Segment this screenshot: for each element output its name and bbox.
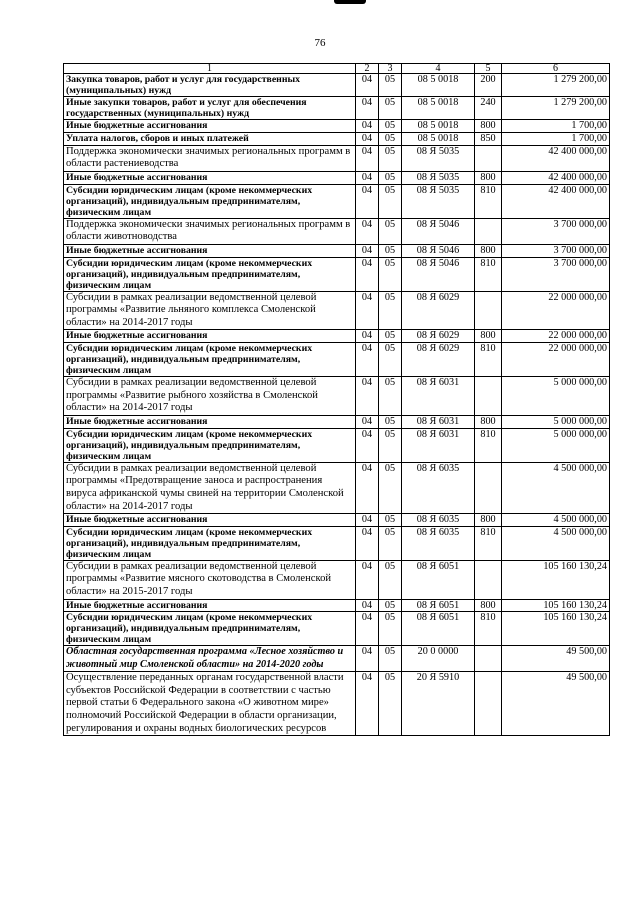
item-name: Субсидии юридическим лицам (кроме некоммерческих организаций), индивидуальным предпринимателям, физическим лицам [64,184,356,218]
section-code: 04 [356,97,379,120]
amount: 4 500 000,00 [502,514,610,527]
amount: 49 500,00 [502,646,610,672]
expense-type-code [475,218,502,244]
item-name: Иные бюджетные ассигнования [64,514,356,527]
section-code: 04 [356,74,379,97]
expense-type-code: 800 [475,120,502,133]
item-name: Субсидии юридическим лицам (кроме некоммерческих организаций), индивидуальным предпринимателям, физическим лицам [64,612,356,646]
expense-type-code [475,377,502,416]
amount: 42 400 000,00 [502,145,610,171]
expense-type-code: 800 [475,599,502,612]
column-header: 6 [502,64,610,74]
subsection-code: 05 [379,612,402,646]
table-row [64,377,610,416]
section-code: 04 [356,672,379,736]
column-header: 1 [64,64,356,74]
target-article-code: 08 Я 6051 [402,599,475,612]
table-row [64,428,610,462]
target-article-code: 08 Я 6051 [402,612,475,646]
item-name: Осуществление переданных органам государственной власти субъектов Российской Федерации в соответствии с частью первой статьи 6 Федерального закона «О животном мире» полномочий Российской Федерации в области организации, регулирования и охраны водных биологических ресурсов [64,672,356,736]
table-row [64,415,610,428]
section-code: 04 [356,257,379,291]
target-article-code: 20 Я 5910 [402,672,475,736]
expense-type-code [475,646,502,672]
subsection-code: 05 [379,343,402,377]
target-article-code: 08 Я 5035 [402,145,475,171]
expense-type-code [475,291,502,330]
target-article-code: 08 Я 5046 [402,257,475,291]
target-article-code: 08 Я 6031 [402,415,475,428]
amount: 3 700 000,00 [502,218,610,244]
table-row [64,526,610,560]
target-article-code: 08 Я 6031 [402,428,475,462]
subsection-code: 05 [379,132,402,145]
expense-type-code: 800 [475,171,502,184]
item-name: Субсидии в рамках реализации ведомственной целевой программы «Развитие льняного комплекса Смоленской области» на 2014-2017 годы [64,291,356,330]
target-article-code: 08 5 0018 [402,120,475,133]
target-article-code: 08 Я 6035 [402,526,475,560]
subsection-code: 05 [379,514,402,527]
binding-mark [334,0,366,4]
item-name: Уплата налогов, сборов и иных платежей [64,132,356,145]
subsection-code: 05 [379,526,402,560]
target-article-code: 08 Я 6035 [402,514,475,527]
section-code: 04 [356,560,379,599]
amount: 1 700,00 [502,120,610,133]
target-article-code: 08 Я 6029 [402,291,475,330]
amount: 22 000 000,00 [502,343,610,377]
target-article-code: 08 Я 6035 [402,462,475,513]
expense-type-code [475,462,502,513]
section-code: 04 [356,415,379,428]
section-code: 04 [356,377,379,416]
subsection-code: 05 [379,462,402,513]
item-name: Субсидии в рамках реализации ведомственной целевой программы «Развитие рыбного хозяйства в Смоленской области» на 2014-2017 годы [64,377,356,416]
section-code: 04 [356,646,379,672]
item-name: Иные бюджетные ассигнования [64,599,356,612]
expense-type-code: 800 [475,514,502,527]
item-name: Иные бюджетные ассигнования [64,415,356,428]
amount: 42 400 000,00 [502,184,610,218]
subsection-code: 05 [379,330,402,343]
amount: 105 160 130,24 [502,612,610,646]
page-number: 76 [314,37,326,49]
item-name: Субсидии юридическим лицам (кроме некоммерческих организаций), индивидуальным предпринимателям, физическим лицам [64,428,356,462]
subsection-code: 05 [379,672,402,736]
expense-type-code: 850 [475,132,502,145]
expense-type-code [475,560,502,599]
table-header-row [64,64,610,74]
subsection-code: 05 [379,377,402,416]
section-code: 04 [356,612,379,646]
amount: 49 500,00 [502,672,610,736]
amount: 105 160 130,24 [502,599,610,612]
target-article-code: 08 Я 5046 [402,244,475,257]
item-name: Субсидии в рамках реализации ведомственной целевой программы «Развитие мясного скотоводства в Смоленской области» на 2015-2017 годы [64,560,356,599]
section-code: 04 [356,514,379,527]
amount: 22 000 000,00 [502,330,610,343]
amount: 5 000 000,00 [502,428,610,462]
table-row [64,257,610,291]
expense-type-code: 810 [475,526,502,560]
expense-type-code: 810 [475,343,502,377]
section-code: 04 [356,330,379,343]
subsection-code: 05 [379,415,402,428]
table-row [64,560,610,599]
subsection-code: 05 [379,428,402,462]
table-row [64,514,610,527]
subsection-code: 05 [379,560,402,599]
expense-type-code [475,145,502,171]
subsection-code: 05 [379,97,402,120]
expense-type-code: 800 [475,330,502,343]
table-row [64,120,610,133]
subsection-code: 05 [379,184,402,218]
expense-type-code: 810 [475,257,502,291]
column-header: 4 [402,64,475,74]
table-row [64,244,610,257]
section-code: 04 [356,132,379,145]
table-row [64,330,610,343]
expense-type-code: 810 [475,612,502,646]
item-name: Поддержка экономически значимых региональных программ в области животноводства [64,218,356,244]
amount: 5 000 000,00 [502,415,610,428]
subsection-code: 05 [379,218,402,244]
item-name: Субсидии юридическим лицам (кроме некоммерческих организаций), индивидуальным предпринимателям, физическим лицам [64,526,356,560]
item-name: Субсидии в рамках реализации ведомственной целевой программы «Предотвращение заноса и распространения вируса африканской чумы свиней на территории Смоленской области» на 2014-2017 годы [64,462,356,513]
section-code: 04 [356,244,379,257]
amount: 5 000 000,00 [502,377,610,416]
target-article-code: 08 Я 6029 [402,343,475,377]
expense-type-code: 810 [475,184,502,218]
expense-type-code: 800 [475,244,502,257]
target-article-code: 08 5 0018 [402,74,475,97]
table-row [64,184,610,218]
table-row [64,74,610,97]
expense-type-code: 810 [475,428,502,462]
target-article-code: 08 Я 5035 [402,184,475,218]
amount: 3 700 000,00 [502,257,610,291]
item-name: Иные бюджетные ассигнования [64,171,356,184]
section-code: 04 [356,599,379,612]
section-code: 04 [356,343,379,377]
amount: 22 000 000,00 [502,291,610,330]
subsection-code: 05 [379,599,402,612]
table-body [64,74,610,736]
budget-table [63,63,610,736]
item-name: Закупка товаров, работ и услуг для государственных (муниципальных) нужд [64,74,356,97]
subsection-code: 05 [379,291,402,330]
expense-type-code [475,672,502,736]
target-article-code: 08 5 0018 [402,132,475,145]
amount: 4 500 000,00 [502,526,610,560]
table-row [64,291,610,330]
section-code: 04 [356,171,379,184]
subsection-code: 05 [379,646,402,672]
section-code: 04 [356,526,379,560]
table-row [64,132,610,145]
table-row [64,672,610,736]
item-name: Поддержка экономически значимых региональных программ в области растениеводства [64,145,356,171]
amount: 105 160 130,24 [502,560,610,599]
table-row [64,97,610,120]
item-name: Иные бюджетные ассигнования [64,330,356,343]
item-name: Иные закупки товаров, работ и услуг для обеспечения государственных (муниципальных) нужд [64,97,356,120]
table-row [64,218,610,244]
section-code: 04 [356,291,379,330]
amount: 1 279 200,00 [502,97,610,120]
section-code: 04 [356,184,379,218]
section-code: 04 [356,120,379,133]
table-row [64,171,610,184]
subsection-code: 05 [379,171,402,184]
amount: 1 700,00 [502,132,610,145]
target-article-code: 08 Я 6029 [402,330,475,343]
section-code: 04 [356,145,379,171]
column-header: 2 [356,64,379,74]
subsection-code: 05 [379,120,402,133]
subsection-code: 05 [379,244,402,257]
target-article-code: 08 Я 6031 [402,377,475,416]
table-row [64,646,610,672]
amount: 3 700 000,00 [502,244,610,257]
expense-type-code: 240 [475,97,502,120]
section-code: 04 [356,462,379,513]
target-article-code: 20 0 0000 [402,646,475,672]
amount: 1 279 200,00 [502,74,610,97]
section-code: 04 [356,428,379,462]
subsection-code: 05 [379,74,402,97]
table-row [64,343,610,377]
item-name: Иные бюджетные ассигнования [64,120,356,133]
subsection-code: 05 [379,145,402,171]
expense-type-code: 800 [475,415,502,428]
target-article-code: 08 Я 5046 [402,218,475,244]
item-name: Областная государственная программа «Лесное хозяйство и животный мир Смоленской области» на 2014-2020 годы [64,646,356,672]
target-article-code: 08 Я 6051 [402,560,475,599]
column-header: 5 [475,64,502,74]
target-article-code: 08 5 0018 [402,97,475,120]
table-row [64,462,610,513]
table-row [64,145,610,171]
section-code: 04 [356,218,379,244]
item-name: Субсидии юридическим лицам (кроме некоммерческих организаций), индивидуальным предпринимателям, физическим лицам [64,257,356,291]
expense-type-code: 200 [475,74,502,97]
amount: 42 400 000,00 [502,171,610,184]
subsection-code: 05 [379,257,402,291]
item-name: Субсидии юридическим лицам (кроме некоммерческих организаций), индивидуальным предпринимателям, физическим лицам [64,343,356,377]
column-header: 3 [379,64,402,74]
table-row [64,599,610,612]
item-name: Иные бюджетные ассигнования [64,244,356,257]
target-article-code: 08 Я 5035 [402,171,475,184]
table-row [64,612,610,646]
amount: 4 500 000,00 [502,462,610,513]
